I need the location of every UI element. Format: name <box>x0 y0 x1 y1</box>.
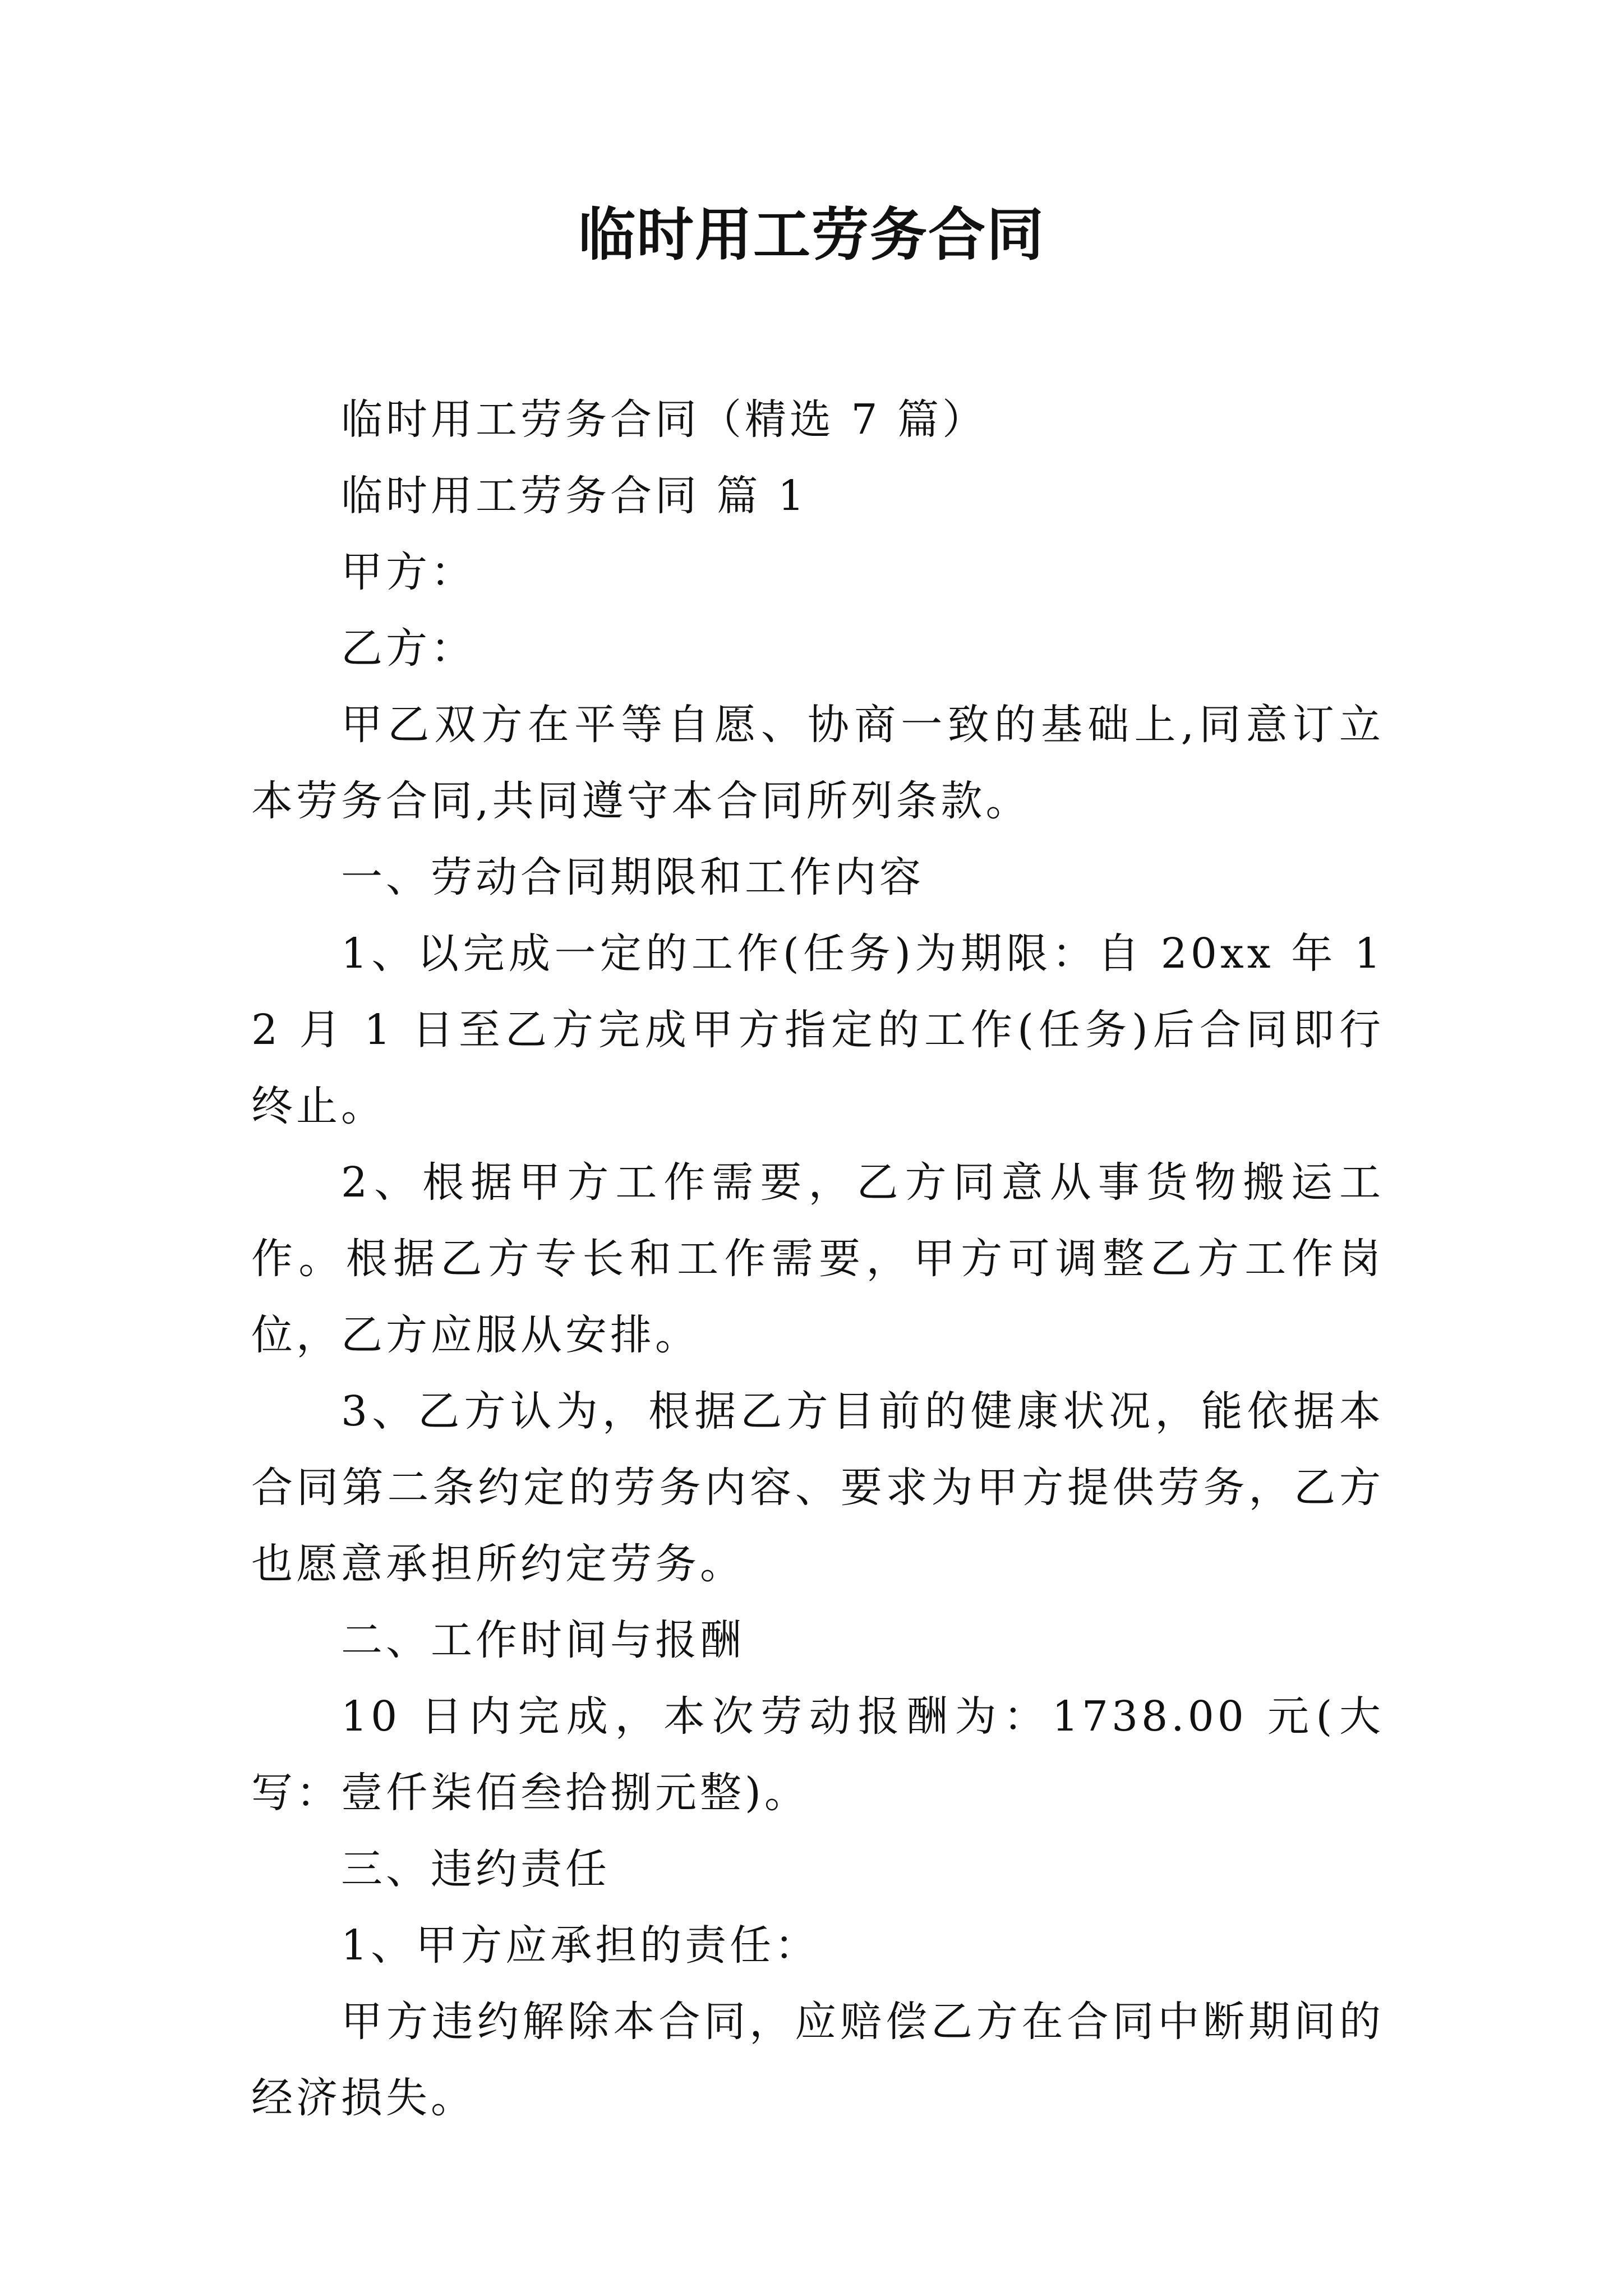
paragraph-clause: 甲方违约解除本合同，应赔偿乙方在合同中断期间的经济损失。 <box>251 1998 1384 2122</box>
paragraph-preamble: 甲乙双方在平等自愿、协商一致的基础上,同意订立本劳务合同,共同遵守本合同所列条款。 <box>251 701 1384 825</box>
paragraph-clause: 1、甲方应承担的责任： <box>341 1921 820 1970</box>
paragraph-clause: 10 日内完成，本次劳动报酬为：1738.00 元(大写：壹仟柒佰叁拾捌元整)。 <box>251 1692 1384 1817</box>
document-body <box>251 381 1384 2136</box>
document-title: 临时用工劳务合同 <box>578 202 1045 269</box>
paragraph-clause: 2、根据甲方工作需要，乙方同意从事货物搬运工作。根据乙方专长和工作需要，甲方可调整乙方工作岗位，乙方应服从安排。 <box>251 1158 1384 1359</box>
paragraph-heading-2: 二、工作时间与报酬 <box>341 1616 745 1664</box>
paragraph-clause: 3、乙方认为，根据乙方目前的健康状况，能依据本合同第二条约定的劳务内容、要求为甲方提供劳务，乙方也愿意承担所约定劳务。 <box>251 1387 1384 1588</box>
paragraph-clause: 1、以完成一定的工作(任务)为期限：自 20xx 年 12 月 1 日至乙方完成甲方指定的工作(任务)后合同即行终止。 <box>251 930 1384 1130</box>
paragraph-heading-3: 三、违约责任 <box>341 1845 610 1893</box>
paragraph-subtitle: 临时用工劳务合同（精选 7 篇） <box>341 395 988 444</box>
paragraph-party-b: 乙方： <box>341 624 476 673</box>
paragraph-section-heading: 临时用工劳务合同 篇 1 <box>341 472 808 520</box>
paragraph-party-a: 甲方： <box>341 548 476 596</box>
paragraph-heading-1: 一、劳动合同期限和工作内容 <box>341 853 924 901</box>
